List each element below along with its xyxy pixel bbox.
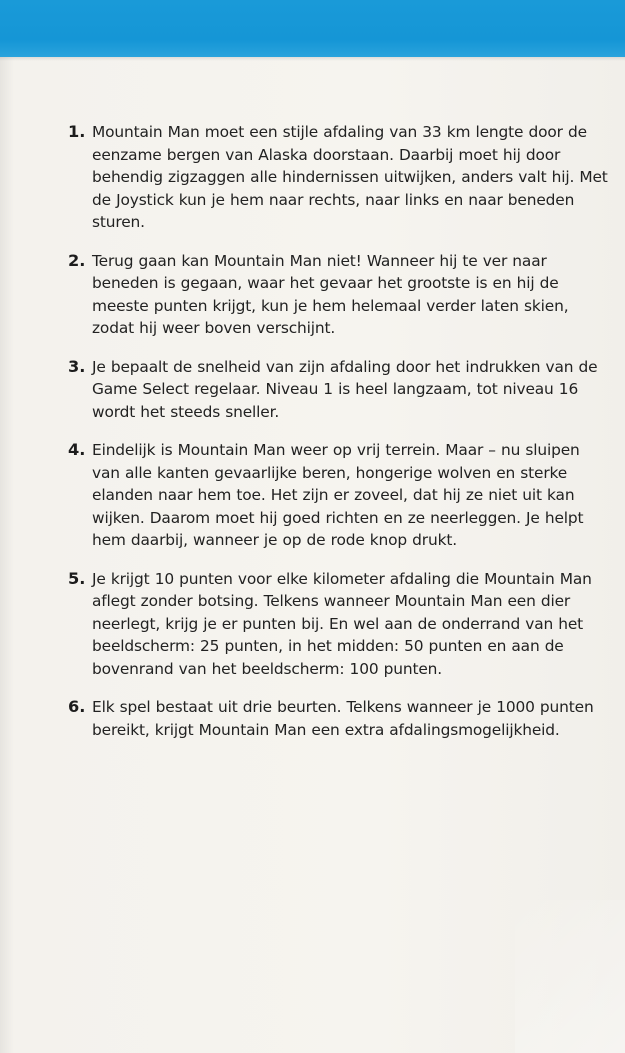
instruction-text: Je bepaalt de snelheid van zijn afdaling door het indrukken van de Game Select regelaar. Niveau 1 is heel langzaam, tot niveau 16 wordt het steeds sneller. xyxy=(92,357,598,421)
instruction-text: Terug gaan kan Mountain Man niet! Wanneer hij te ver naar beneden is gegaan, waar het gevaar het grootste is en hij de meeste punten krijgt, kun je hem helemaal verder laten skien, zodat hij weer boven verschijnt. xyxy=(92,251,569,337)
instruction-item xyxy=(68,250,608,340)
instruction-text: Je krijgt 10 punten voor elke kilometer afdaling die Mountain Man aflegt zonder botsing. Telkens wanneer Mountain Man een dier neerlegt, krijg je er punten bij. En wel aan de onderrand van het beeldscherm: 25 punten, in het midden: 50 punten en aan de bovenrand van het beeldscherm: 100 punten. xyxy=(92,569,592,678)
instruction-number: 5. xyxy=(68,568,86,588)
blue-header-band xyxy=(0,0,625,57)
instruction-text: Eindelijk is Mountain Man weer op vrij terrein. Maar – nu sluipen van alle kanten gevaarlijke beren, hongerige wolven en sterke elanden naar hem toe. Het zijn er zoveel, dat hij ze niet uit kan wijken. Daarom moet hij goed richten en ze neerleggen. Je helpt hem daarbij, wanneer je op de rode knop drukt. xyxy=(92,441,584,549)
instruction-item xyxy=(68,439,608,552)
instruction-item xyxy=(68,121,608,234)
instruction-number: 3. xyxy=(68,356,86,376)
instruction-list xyxy=(68,121,608,757)
header-band-shadow xyxy=(0,57,625,61)
instruction-text: Mountain Man moet een stijle afdaling van 33 km lengte door de eenzame bergen van Alaska doorstaan. Daarbij moet hij door behendig zigzaggen alle hindernissen uitwijken, anders valt hij. Met de Joystick kun je hem naar rechts, naar links en naar beneden sturen. xyxy=(92,123,608,231)
instruction-number: 1. xyxy=(68,122,86,141)
instruction-number: 2. xyxy=(68,250,86,270)
instruction-text: Elk spel bestaat uit drie beurten. Telkens wanneer je 1000 punten bereikt, krijgt Mountain Man een extra afdalingsmogelijkheid. xyxy=(92,698,594,739)
instruction-number: 4. xyxy=(68,440,86,459)
paper-edge-fade xyxy=(515,900,625,1053)
instruction-item xyxy=(68,356,608,424)
instruction-number: 6. xyxy=(68,697,86,716)
instruction-item xyxy=(68,568,608,681)
instruction-item xyxy=(68,696,608,741)
